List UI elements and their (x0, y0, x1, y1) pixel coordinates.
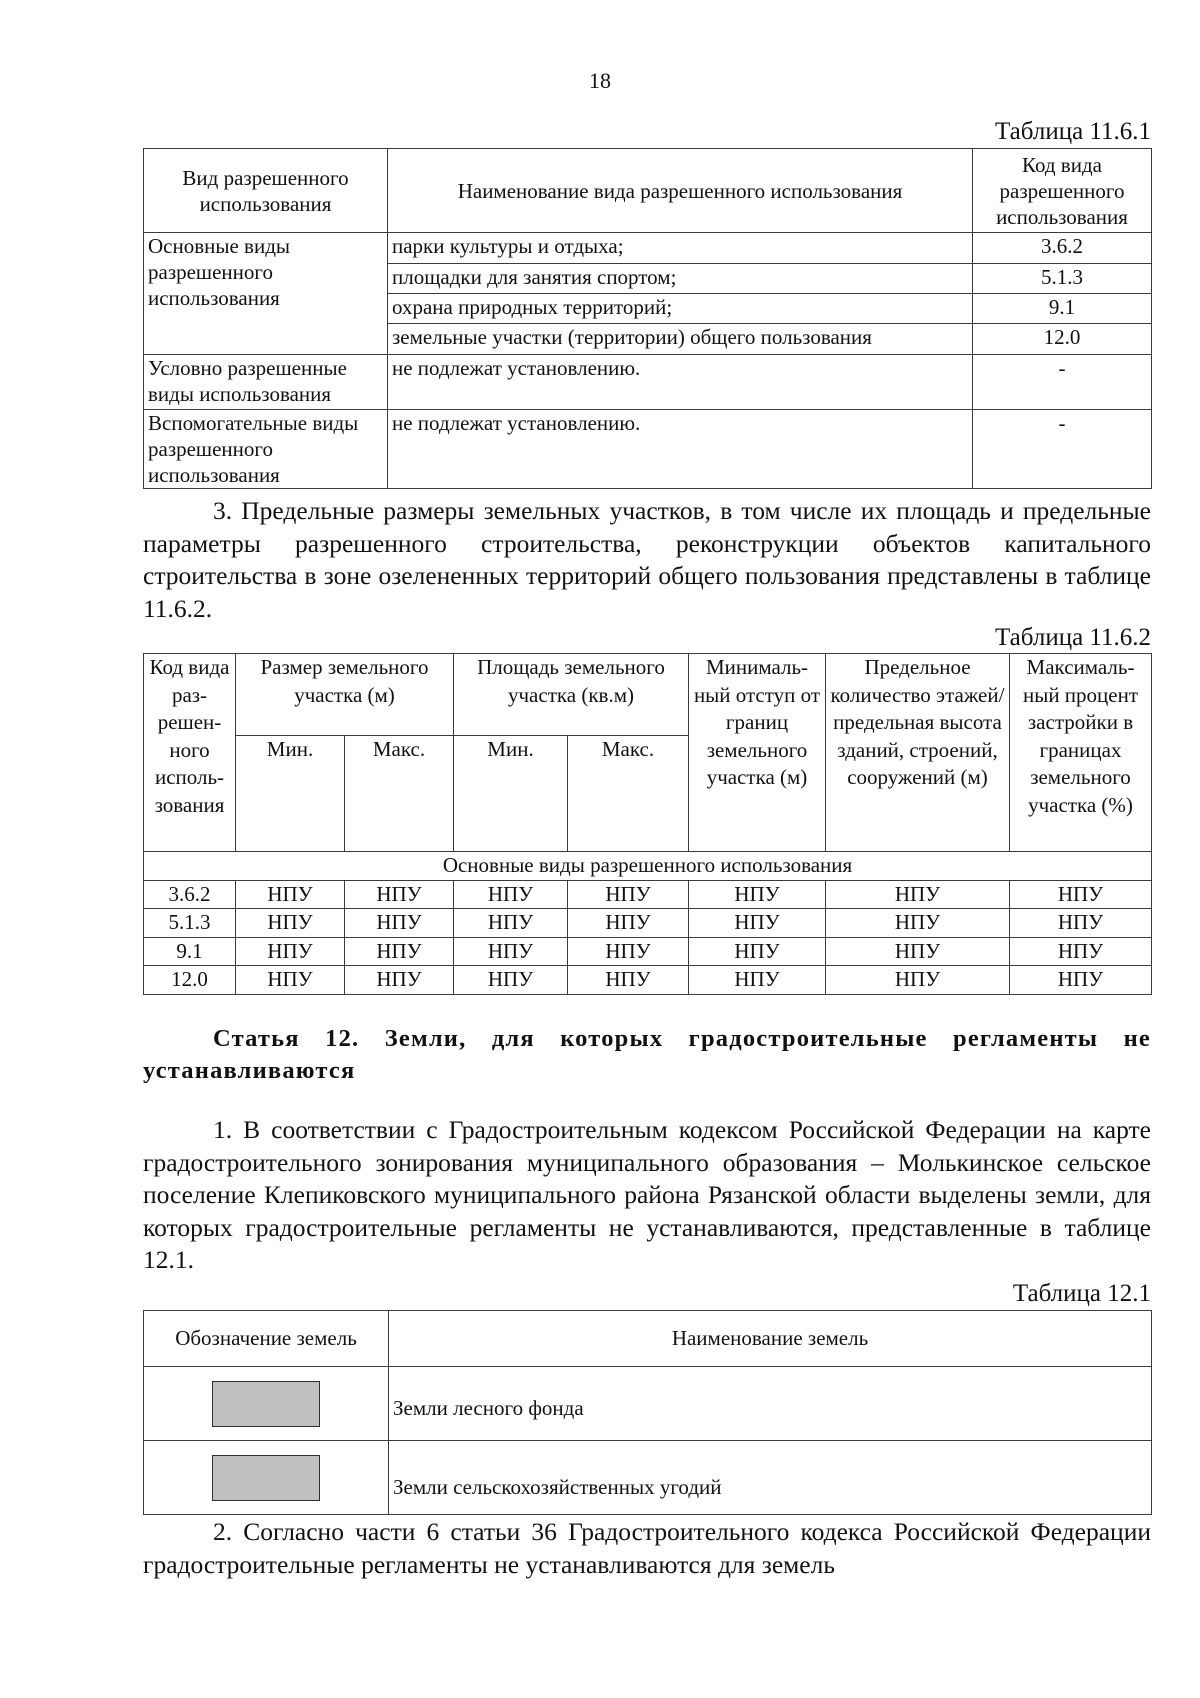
t2-cell: НПУ (454, 966, 568, 995)
t2-cell: НПУ (345, 937, 454, 966)
table-row (144, 966, 1152, 995)
t3-header-name: Наименование земель (389, 1311, 1152, 1367)
t1-auxiliary-name: не подлежат установлению. (388, 410, 973, 489)
t2-cell: НПУ (236, 937, 345, 966)
paragraph-2 (143, 1516, 1151, 1581)
t2-cell: НПУ (826, 937, 1010, 966)
table-row (144, 909, 1152, 938)
t2-cell: НПУ (568, 966, 689, 995)
t1-row-code: 5.1.3 (973, 264, 1152, 294)
table-row (144, 1441, 1152, 1515)
t2-cell: НПУ (689, 909, 826, 938)
t1-row-code: 9.1 (973, 294, 1152, 324)
t3-land-name: Земли лесного фонда (389, 1367, 1152, 1441)
t2-cell: НПУ (826, 966, 1010, 995)
t1-auxiliary-code: - (973, 410, 1152, 489)
t1-conditional-name: не подлежат установлению. (388, 355, 973, 410)
t2-cell: НПУ (345, 880, 454, 909)
t2-cell: НПУ (236, 966, 345, 995)
t2-header-code: Код вида раз-решен-ного исполь-зования (144, 654, 236, 852)
t2-section-title: Основные виды разрешенного использования (144, 852, 1152, 881)
t2-cell: НПУ (454, 937, 568, 966)
t2-cell: НПУ (236, 880, 345, 909)
t1-row-name: парки культуры и отдыха; (388, 233, 973, 264)
t3-symbol-cell (144, 1441, 389, 1515)
t2-header-plot-area: Площадь земельного участка (кв.м) (454, 654, 689, 736)
t1-row-name: площадки для занятия спортом; (388, 264, 973, 294)
t2-cell: НПУ (689, 937, 826, 966)
t1-auxiliary-group: Вспомогательные виды разрешенного использования (144, 410, 388, 489)
table-12-1 (143, 1310, 1152, 1515)
t1-row-name: земельные участки (территории) общего пользования (388, 324, 973, 355)
t2-cell: 12.0 (144, 966, 236, 995)
paragraph-3 (143, 495, 1151, 625)
table-2-caption: Таблица 11.6.2 (995, 624, 1151, 651)
t2-cell: НПУ (454, 880, 568, 909)
t2-cell: НПУ (568, 909, 689, 938)
table-11-6-2 (143, 653, 1152, 995)
paragraph-1 (143, 1114, 1151, 1277)
t2-cell: НПУ (236, 909, 345, 938)
t2-cell: 9.1 (144, 937, 236, 966)
t2-cell: НПУ (568, 880, 689, 909)
t2-cell: НПУ (345, 966, 454, 995)
table-3-caption: Таблица 12.1 (1012, 1280, 1151, 1307)
legend-swatch (212, 1381, 320, 1427)
t2-cell: НПУ (826, 880, 1010, 909)
table-1-caption: Таблица 11.6.1 (995, 118, 1151, 145)
table-row (144, 937, 1152, 966)
t2-header-min: Мин. (454, 736, 568, 852)
t1-row-code: 12.0 (973, 324, 1152, 355)
t2-cell: 5.1.3 (144, 909, 236, 938)
t1-header-name: Наименование вида разрешенного использования (388, 149, 973, 233)
t1-header-code: Код вида разрешенного использования (973, 149, 1152, 233)
t3-header-symbol: Обозначение земель (144, 1311, 389, 1367)
t2-header-max: Макс. (345, 736, 454, 852)
t3-symbol-cell (144, 1367, 389, 1441)
t2-header-min: Мин. (236, 736, 345, 852)
t2-cell: НПУ (1010, 966, 1152, 995)
table-11-6-1 (143, 148, 1152, 489)
paragraph-2-text: 2. Согласно части 6 статьи 36 Градостроительного кодекса Российской Федерации градостроительные регламенты не устанавливаются для земель (143, 1517, 1151, 1579)
t1-header-type: Вид разрешенного использования (144, 149, 388, 233)
t2-cell: 3.6.2 (144, 880, 236, 909)
legend-swatch (212, 1455, 320, 1501)
t2-cell: НПУ (689, 966, 826, 995)
paragraph-3-text: 3. Предельные размеры земельных участков, в том числе их площадь и предельные параметры разрешенного строительства, реконструкции объектов капитального строительства в зоне озелененных территорий общего пользования представлены в таблице 11.6.2. (143, 496, 1151, 623)
t1-row-name: охрана природных территорий; (388, 294, 973, 324)
t2-cell: НПУ (568, 937, 689, 966)
t2-cell: НПУ (1010, 880, 1152, 909)
t2-cell: НПУ (454, 909, 568, 938)
t1-conditional-group: Условно разрешенные виды использования (144, 355, 388, 410)
t2-header-max: Макс. (568, 736, 689, 852)
t2-cell: НПУ (345, 909, 454, 938)
t2-cell: НПУ (1010, 937, 1152, 966)
t2-cell: НПУ (689, 880, 826, 909)
t1-conditional-code: - (973, 355, 1152, 410)
article-12-heading-text: Статья 12. Земли, для которых градостроительные регламенты не устанавливаются (143, 1025, 1151, 1084)
t2-cell: НПУ (1010, 909, 1152, 938)
article-12-heading (143, 1023, 1151, 1087)
page-number: 18 (589, 68, 611, 93)
paragraph-1-text: 1. В соответствии с Градостроительным кодексом Российской Федерации на карте градостроительного зонирования муниципального образования – Молькинское сельское поселение Клепиковского муниципального района Рязанской области выделены земли, для которых градостроительные регламенты не устанавливаются, представленные в таблице 12.1. (143, 1115, 1151, 1274)
t2-cell: НПУ (826, 909, 1010, 938)
table-row (144, 880, 1152, 909)
t2-header-plot-size: Размер земельного участка (м) (236, 654, 454, 736)
t2-header-min-setback: Минималь-ный отступ от границ земельного участка (м) (689, 654, 826, 852)
t2-header-floors: Предельное количество этажей/ предельная высота зданий, строений, сооружений (м) (826, 654, 1010, 852)
table-row (144, 1367, 1152, 1441)
t2-header-coverage: Максималь-ный процент застройки в границах земельного участка (%) (1010, 654, 1152, 852)
t1-row-code: 3.6.2 (973, 233, 1152, 264)
t3-land-name: Земли сельскохозяйственных угодий (389, 1441, 1152, 1515)
t1-main-group: Основные виды разрешенного использования (144, 233, 388, 355)
